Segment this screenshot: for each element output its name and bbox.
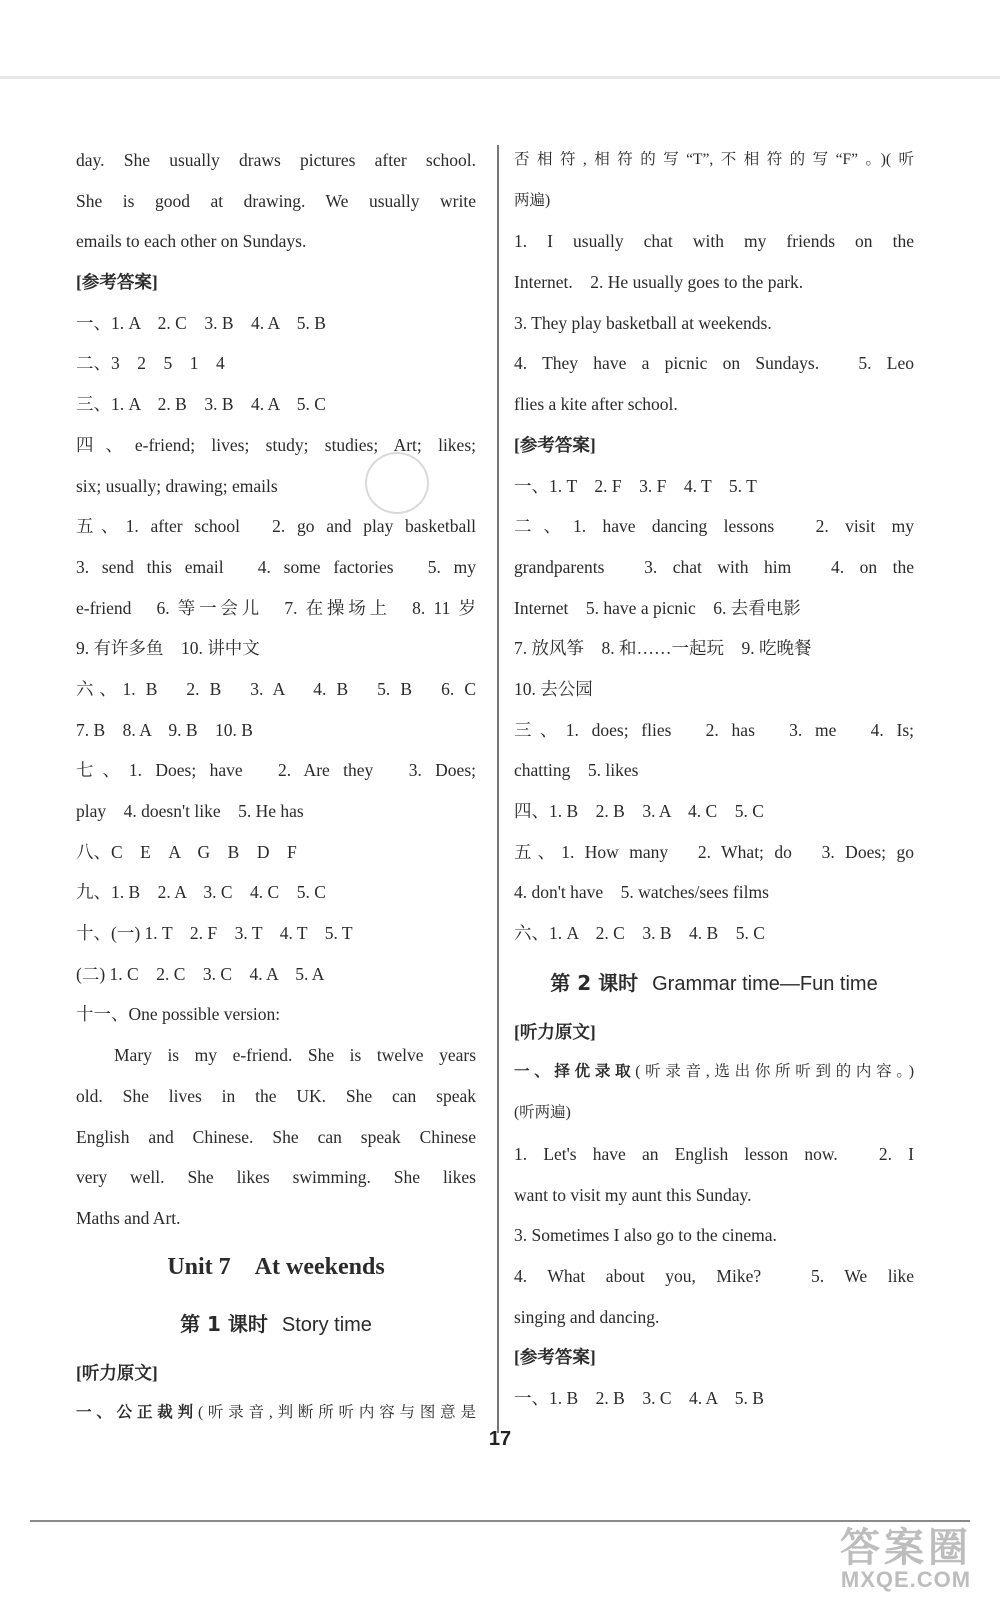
- lesson-number: 第 2 课时: [550, 970, 639, 995]
- section-label: [听力原文]: [514, 1021, 596, 1042]
- text-line: 七、1. Does; have 2. Are they 3. Does;: [76, 760, 476, 781]
- text-line: 三、1. A 2. B 3. B 4. A 5. C: [76, 394, 326, 415]
- text-line: 一、择优录取(听录音,选出你所听到的内容。): [514, 1063, 914, 1081]
- text-line: 否相符,相符的写“T”,不相符的写“F”。)(听: [514, 151, 914, 168]
- text-line: 四、e-friend; lives; study; studies; Art; likes;: [76, 434, 476, 455]
- lesson-title: Grammar time—Fun time: [652, 972, 878, 995]
- bottom-rule: [30, 1520, 970, 1522]
- text-line: flies a kite after school.: [514, 394, 678, 415]
- text-line: (二) 1. C 2. C 3. C 4. A 5. A: [76, 963, 325, 984]
- watermark-logo: 答案圈: [840, 1526, 972, 1570]
- text-line: day. She usually draws pictures after school.: [76, 150, 476, 170]
- text-line: 4. They have a picnic on Sundays. 5. Leo: [514, 353, 914, 374]
- section-label: [参考答案]: [514, 1347, 596, 1368]
- text-line: 五、1. How many 2. What; do 3. Does; go: [514, 841, 914, 862]
- text-line: 九、1. B 2. A 3. C 4. C 5. C: [76, 882, 326, 903]
- text-line: 7. 放风筝 8. 和……一起玩 9. 吃晚餐: [514, 638, 812, 659]
- text-line: 二、3 2 5 1 4: [76, 353, 225, 374]
- text-line: chatting 5. likes: [514, 760, 639, 781]
- section-label: [听力原文]: [76, 1362, 158, 1383]
- text-line: want to visit my aunt this Sunday.: [514, 1184, 752, 1205]
- text-line: 二、1. have dancing lessons 2. visit my: [514, 516, 914, 537]
- text-line: (听两遍): [514, 1104, 571, 1122]
- column-divider: [497, 145, 499, 1433]
- text-line: 9. 有许多鱼 10. 讲中文: [76, 638, 260, 659]
- text-line: 4. What about you, Mike? 5. We like: [514, 1265, 914, 1286]
- seal-stamp: [365, 452, 429, 514]
- watermark-url: MXQE.COM: [840, 1567, 972, 1592]
- text-line: singing and dancing.: [514, 1306, 660, 1327]
- text-line: 1. I usually chat with my friends on the: [514, 231, 914, 252]
- text-line: 十、(一) 1. T 2. F 3. T 4. T 5. T: [76, 923, 353, 944]
- text-line: very well. She likes swimming. She likes: [76, 1167, 476, 1188]
- text-line: 3. They play basketball at weekends.: [514, 312, 772, 333]
- lesson-heading: [76, 1295, 476, 1353]
- text-line: 4. don't have 5. watches/sees films: [514, 882, 769, 903]
- lesson-number: 第 1 课时: [180, 1311, 268, 1336]
- text-line: 十一、One possible version:: [76, 1004, 281, 1025]
- instruction-heading: 一、择优录取: [514, 1063, 636, 1081]
- text-line: English and Chinese. She can speak Chinese: [76, 1126, 476, 1147]
- text-line: 一、1. T 2. F 3. F 4. T 5. T: [514, 475, 757, 496]
- text-line: grandparents 3. chat with him 4. on the: [514, 556, 914, 577]
- text-line: 五、1. after school 2. go and play basketball: [76, 516, 476, 537]
- section-label: [参考答案]: [514, 434, 596, 455]
- text-line: Internet 5. have a picnic 6. 去看电影: [514, 597, 801, 618]
- text-line: 3. Sometimes I also go to the cinema.: [514, 1225, 777, 1246]
- text-line: 一、1. B 2. B 3. C 4. A 5. B: [514, 1387, 764, 1408]
- text-line: 1. Let's have an English lesson now. 2. I: [514, 1143, 914, 1164]
- text-line: Internet. 2. He usually goes to the park.: [514, 272, 804, 293]
- text-line: six; usually; drawing; emails: [76, 475, 278, 496]
- text-line: 四、1. B 2. B 3. A 4. C 5. C: [514, 801, 764, 821]
- watermark: [840, 1528, 972, 1592]
- text-line: 六、1. B 2. B 3. A 4. B 5. B 6. C: [76, 678, 476, 699]
- text-line: 一、公正裁判(听录音,判断所听内容与图意是: [76, 1404, 476, 1422]
- text-line: Mary is my e-friend. She is twelve years: [114, 1045, 476, 1066]
- text-line: 六、1. A 2. C 3. B 4. B 5. C: [514, 923, 765, 944]
- text-line: e-friend 6. 等一会儿 7. 在操场上 8. 11 岁: [76, 597, 476, 618]
- right-column: [514, 140, 914, 1419]
- text-line: Maths and Art.: [76, 1207, 181, 1228]
- text-line: old. She lives in the UK. She can speak: [76, 1085, 476, 1106]
- unit-title: Unit 7 At weekends: [167, 1253, 385, 1280]
- text-line: She is good at drawing. We usually write: [76, 190, 476, 211]
- text-line: emails to each other on Sundays.: [76, 231, 307, 252]
- text-line: 八、C E A G B D F: [76, 841, 297, 862]
- lesson-heading: [514, 954, 914, 1012]
- instruction-heading: 一、公正裁判: [76, 1404, 198, 1422]
- text-line: 10. 去公园: [514, 678, 593, 699]
- text-line: 三、1. does; flies 2. has 3. me 4. Is;: [514, 719, 914, 740]
- section-label: [参考答案]: [76, 272, 158, 293]
- left-column: [76, 140, 476, 1434]
- text-line: 两遍): [514, 191, 551, 209]
- text-line: 7. B 8. A 9. B 10. B: [76, 719, 253, 740]
- page-number: 17: [488, 1428, 512, 1450]
- text-line: 一、1. A 2. C 3. B 4. A 5. B: [76, 312, 326, 333]
- text-line: play 4. doesn't like 5. He has: [76, 801, 304, 821]
- text-line: 3. send this email 4. some factories 5. my: [76, 556, 476, 577]
- top-rule: [0, 76, 1000, 79]
- lesson-title: Story time: [281, 1313, 372, 1336]
